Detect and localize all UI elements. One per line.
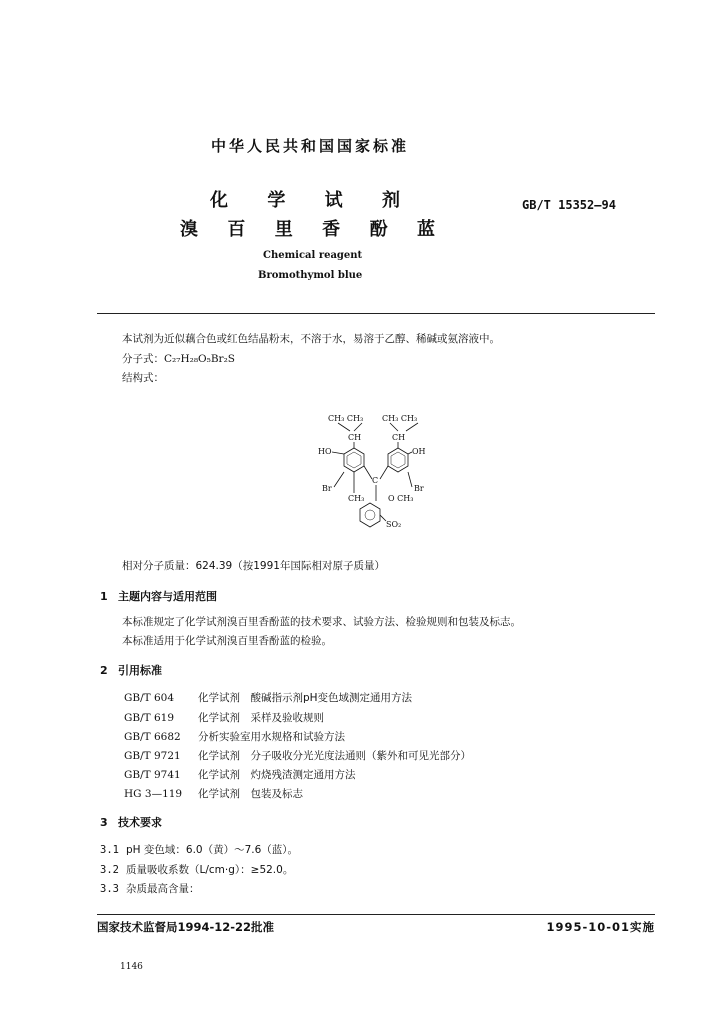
title-char: 酚: [369, 219, 388, 240]
struct-label-br-right: Br: [414, 484, 424, 493]
section-number: 3: [100, 816, 108, 829]
reference-code: GB/T 9741: [124, 769, 181, 781]
section-number: 1: [100, 590, 108, 603]
struct-label-ho: HO: [318, 447, 332, 456]
title-char: 溴: [180, 219, 198, 240]
requirement-number: 3.2: [100, 864, 119, 876]
implementation-date: 1995-10-01实施: [546, 920, 655, 934]
footer-divider: [97, 914, 655, 915]
section-title: 技术要求: [118, 816, 162, 829]
section-2-heading: [100, 662, 162, 678]
requirement-number: 3.1: [100, 844, 119, 856]
title-char: 里: [274, 219, 293, 240]
section-1-para-2: 本标准适用于化学试剂溴百里香酚蓝的检验。: [122, 635, 332, 647]
requirement-item: [100, 842, 298, 857]
requirement-text: 杂质最高含量：: [126, 883, 200, 895]
title-char: 学: [267, 190, 286, 211]
requirement-text: 质量吸收系数（L/cm·g）：≥52.0。: [126, 864, 294, 876]
header-divider: [97, 313, 655, 314]
requirement-number: 3.3: [100, 883, 119, 895]
reference-item: [124, 690, 412, 705]
structural-formula-diagram: [310, 405, 440, 535]
reference-code: HG 3—119: [124, 788, 183, 800]
struct-label-o-ch3-right: O CH₃: [388, 494, 414, 503]
approval-statement: 国家技术监督局1994-12-22批准: [97, 920, 275, 934]
english-title-1: Chemical reagent: [263, 250, 363, 261]
section-number: 2: [100, 664, 108, 677]
reference-title: 化学试剂 包装及标志: [198, 788, 303, 800]
struct-label-so2: SO₂: [386, 520, 402, 529]
reference-item: [124, 767, 356, 782]
struct-label-top-right: CH₃ CH₃: [382, 414, 418, 423]
requirement-item: [100, 862, 293, 877]
struct-label-br-left: Br: [322, 484, 332, 493]
struct-label-ch3-left: CH₃: [348, 494, 365, 503]
requirement-text: pH 变色域：6.0（黄）～7.6（蓝）。: [126, 844, 299, 856]
reference-title: 化学试剂 采样及验收规则: [198, 712, 324, 724]
molecular-mass-text: 相对分子质量：624.39（按1991年国际相对原子质量）: [122, 560, 385, 572]
title-char: 试: [324, 190, 343, 211]
reference-item: [124, 729, 345, 744]
reference-code: GB/T 604: [124, 692, 175, 704]
section-1-heading: [100, 588, 217, 604]
title-line-1: [210, 186, 400, 212]
struct-label-ch-left: CH: [348, 433, 362, 442]
section-title: 引用标准: [118, 664, 162, 677]
title-char: 剂: [381, 190, 400, 211]
formula-label: 分子式：: [122, 353, 164, 365]
title-char: 百: [227, 219, 246, 240]
reference-item: [124, 710, 324, 725]
reference-code: GB/T 619: [124, 712, 175, 724]
reference-code: GB/T 9721: [124, 750, 181, 762]
title-char: 蓝: [416, 219, 435, 240]
title-char: 香: [322, 219, 341, 240]
struct-label-top-left: CH₃ CH₃: [328, 414, 364, 423]
reference-title: 分析实验室用水规格和试验方法: [198, 731, 345, 743]
molecular-formula: [122, 351, 235, 366]
english-title-2: Bromothymol blue: [258, 270, 363, 281]
title-line-2: [180, 215, 435, 241]
reference-title: 化学试剂 灼烧残渣测定通用方法: [198, 769, 356, 781]
struct-label-c-center: C: [372, 476, 379, 485]
reference-code: GB/T 6682: [124, 731, 181, 743]
formula-value: C₂₇H₂₈O₅Br₂S: [164, 353, 235, 365]
reference-item: [124, 748, 471, 763]
requirement-item: [100, 881, 200, 896]
section-3-heading: [100, 814, 162, 830]
reference-title: 化学试剂 酸碱指示剂pH变色域测定通用方法: [198, 692, 413, 704]
standard-code: GB/T 15352—94: [522, 198, 616, 212]
reference-item: [124, 786, 303, 801]
title-char: 化: [210, 190, 228, 211]
national-standard-heading: 中华人民共和国国家标准: [210, 137, 409, 155]
section-1-para-1: 本标准规定了化学试剂溴百里香酚蓝的技术要求、试验方法、检验规则和包装及标志。: [122, 616, 521, 628]
struct-label-oh: OH: [412, 447, 426, 456]
description-text: 本试剂为近似藕合色或红色结晶粉末，不溶于水，易溶于乙醇、稀碱或氨溶液中。: [122, 333, 500, 345]
reference-title: 化学试剂 分子吸收分光光度法通则（紫外和可见光部分）: [198, 750, 471, 762]
page-number: 1146: [120, 962, 143, 972]
struct-label-ch-right: CH: [392, 433, 406, 442]
section-title: 主题内容与适用范围: [118, 590, 217, 603]
structure-label: 结构式：: [122, 372, 164, 384]
